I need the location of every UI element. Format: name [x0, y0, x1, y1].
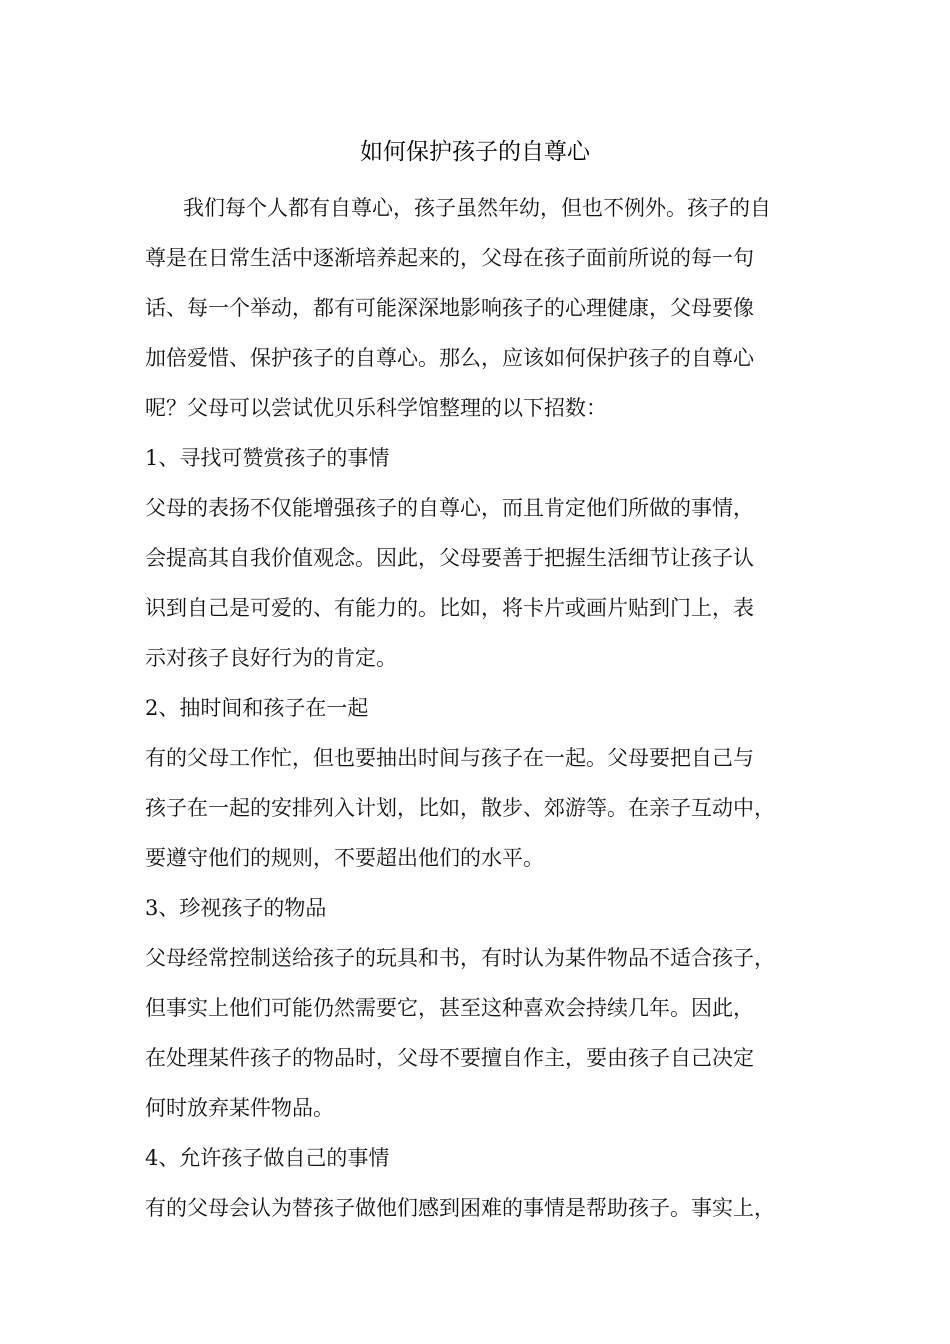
- document-body: [145, 183, 845, 1233]
- paragraph-line: 要遵守他们的规则，不要超出他们的水平。: [145, 846, 544, 870]
- paragraph-line: 有的父母会认为替孩子做他们感到困难的事情是帮助孩子。事实上，: [145, 1196, 775, 1220]
- paragraph-line: 在处理某件孩子的物品时，父母不要擅自作主，要由孩子自己决定: [145, 1046, 754, 1070]
- paragraph-line: 何时放弃某件物品。: [145, 1096, 334, 1120]
- paragraph-line: 父母的表扬不仅能增强孩子的自尊心，而且肯定他们所做的事情，: [145, 496, 754, 520]
- paragraph-line: 呢？父母可以尝试优贝乐科学馆整理的以下招数：: [145, 396, 607, 420]
- paragraph-line: 会提高其自我价值观念。因此，父母要善于把握生活细节让孩子认: [145, 546, 754, 570]
- paragraph-line: 有的父母工作忙，但也要抽出时间与孩子在一起。父母要把自己与: [145, 746, 754, 770]
- paragraph-line: 加倍爱惜、保护孩子的自尊心。那么，应该如何保护孩子的自尊心: [145, 346, 754, 370]
- paragraph-line: 尊是在日常生活中逐渐培养起来的，父母在孩子面前所说的每一句: [145, 246, 754, 270]
- section-heading: 2、抽时间和孩子在一起: [145, 696, 369, 720]
- paragraph-line: 我们每个人都有自尊心，孩子虽然年幼，但也不例外。孩子的自: [183, 196, 771, 220]
- paragraph-line: 识到自己是可爱的、有能力的。比如，将卡片或画片贴到门上，表: [145, 596, 754, 620]
- section-heading: 3、珍视孩子的物品: [145, 896, 327, 920]
- section-heading: 4、允许孩子做自己的事情: [145, 1146, 390, 1170]
- paragraph-line: 孩子在一起的安排列入计划，比如，散步、郊游等。在亲子互动中，: [145, 796, 775, 820]
- paragraph-line: 示对孩子良好行为的肯定。: [145, 646, 397, 670]
- section-heading: 1、寻找可赞赏孩子的事情: [145, 446, 390, 470]
- paragraph-line: 父母经常控制送给孩子的玩具和书，有时认为某件物品不适合孩子，: [145, 946, 775, 970]
- paragraph-line: 话、每一个举动，都有可能深深地影响孩子的心理健康，父母要像: [145, 296, 754, 320]
- document-title: 如何保护孩子的自尊心: [360, 139, 590, 165]
- paragraph-line: 但事实上他们可能仍然需要它，甚至这种喜欢会持续几年。因此，: [145, 996, 754, 1020]
